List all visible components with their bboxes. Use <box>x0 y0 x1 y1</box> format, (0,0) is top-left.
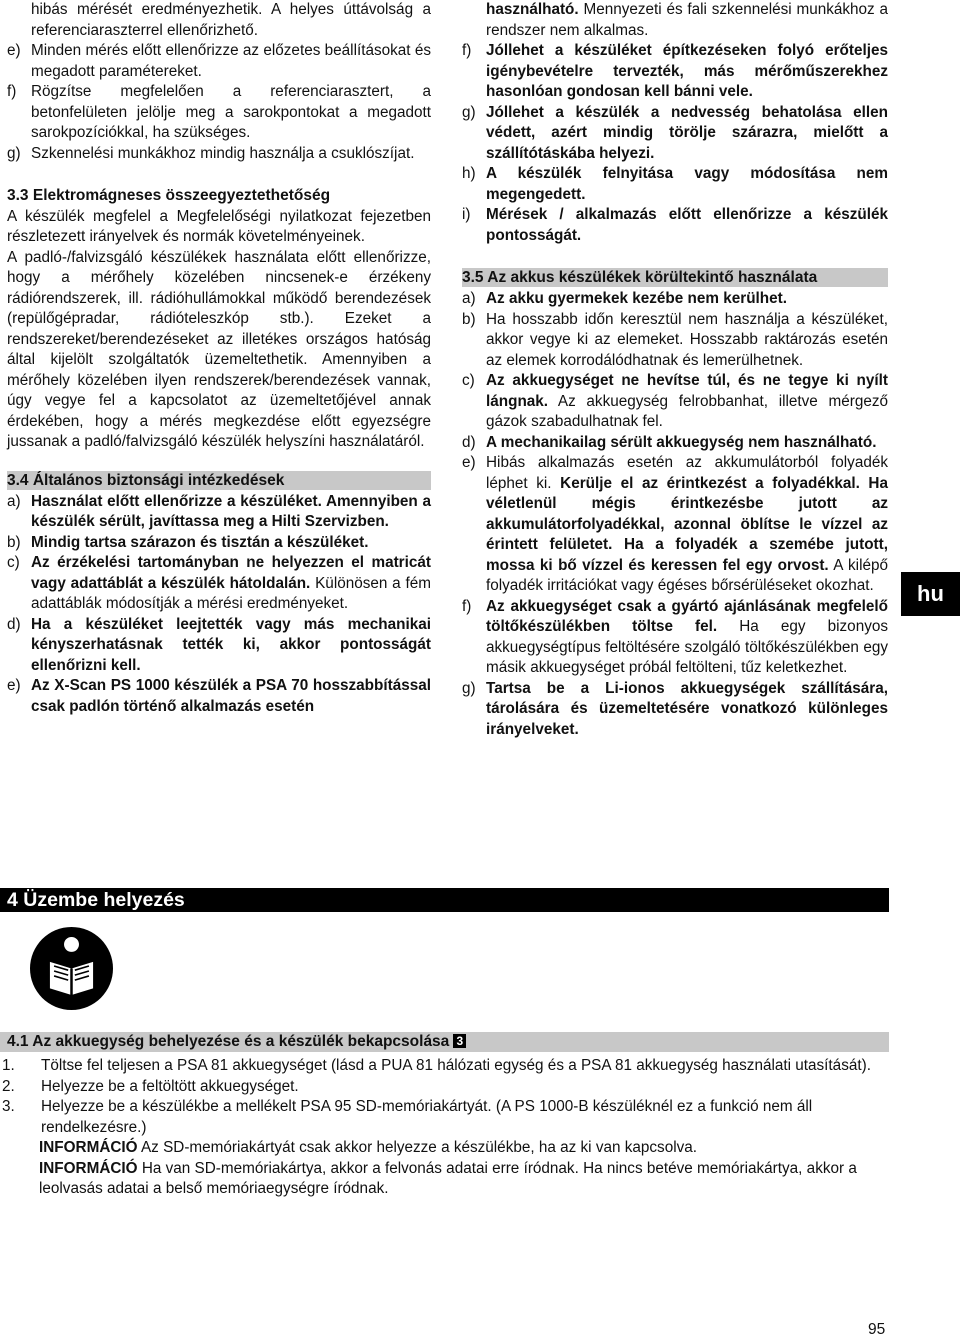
section-heading-3-5: 3.5 Az akkus készülékek körültekintő használata <box>462 268 888 287</box>
list-item-label: c) <box>462 372 475 389</box>
info-note: INFORMÁCIÓ Ha van SD-memóriakártya, akkor a felvonás adatai erre íródnak. Ha nincs betéve memóriakártya, akkor a leolvasás adatai a belső memóriaegységre íródnak. <box>39 1159 857 1197</box>
list-item-text: A mechanikailag sérült akkuegység nem használható. <box>486 433 877 451</box>
paragraph: A készülék megfelel a Megfelelőségi nyilatkozat fejezetben részletezett irányelvek és normák követelményeinek. <box>7 207 431 245</box>
list-item: d) Ha a készüléket leejtették vagy más mechanikai kényszerhatásnak tették ki, akkor pontosságát ellenőrizni kell. <box>7 615 431 674</box>
left-column <box>7 0 431 717</box>
list-item-text: Az akku gyermekek kezébe nem kerülhet. <box>486 290 787 307</box>
list-item-label: f) <box>462 597 472 615</box>
list-item <box>7 0 431 41</box>
list-item: 1. Töltse fel teljesen a PSA 81 akkuegységet (lásd a PUA 81 hálózati egység és a PSA 81 akkuegység használati utasítását). <box>2 1057 871 1074</box>
list-item-text: Az akkuegységet ne hevítse túl, és ne tegye ki nyílt lángnak. Az akkuegység felrobbanhat, illetve mérgező gázok szabadulhatnak fel. <box>486 372 888 430</box>
list-item: c) Az érzékelési tartományban ne helyezzen el matricát vagy adattáblát a készülék hátoldalán. Különösen a fém adattáblák módosítják a mérési eredményeket. <box>7 554 431 612</box>
list-item-label: g) <box>462 679 476 697</box>
list-item-label: d) <box>462 433 476 451</box>
list-item-text: Tartsa be a Li-ionos akkuegységek szállítására, tárolására és üzemeltetésére vonatkozó különleges irányelveket. <box>486 679 888 738</box>
list-item: f) Rögzítse megfelelően a referenciarasztert, a betonfelületen jelölje meg a sarokpontokat a megadott sarokpozíciókkal, ha szükséges. <box>7 83 431 141</box>
list-item: 3. Helyezze be a készülékbe a mellékelt PSA 95 SD-memóriakártyát. (A PS 1000-B készüléknél ez a funkció nem áll rendelkezésre.) <box>2 1098 813 1136</box>
list-item <box>462 453 888 597</box>
read-manual-icon <box>30 927 113 1010</box>
section-heading-3-4: 3.4 Általános biztonsági intézkedések <box>7 471 431 490</box>
info-note: INFORMÁCIÓ Az SD-memóriakártyát csak akkor helyezze a készülékbe, ha az ki van kapcsolva. <box>39 1139 698 1156</box>
list-item <box>462 597 888 679</box>
section-3-5-list <box>462 289 888 740</box>
steps-list <box>0 1056 889 1200</box>
list-item: g) Szkennelési munkákhoz mindig használja a csuklószíjat. <box>7 144 415 162</box>
list-item: i) Mérések / alkalmazás előtt ellenőrizze a készülék pontosságát. <box>462 206 888 244</box>
paragraph: A padló-/falvizsgáló készülékek használata előtt ellenőrizze, hogy a mérőhely közelében nincsenek-e érzékeny rádiórendszerek, ill. rádióhullámokkal működő berendezések (repülőgépradar, rádióteleszkóp stb.). Ezeket a rendszereket/berendezéseket az illetékes országos hatóság által kijelölt szolgáltatók üzemeltethetik. Amennyiben a mérőhely közelében ilyen rendszerek/berendezések vannak, úgy vegye fel a kapcsolatot az üzemeltetőjével annak érdekében, hogy a mérés megkezdése előtt egyezségre jussanak a padló/falvizsgáló készülék helyszíni használatáról. <box>7 248 431 450</box>
list-item <box>462 679 888 741</box>
list-item: h) A készülék felnyitása vagy módosítása nem megengedett. <box>462 165 888 203</box>
section-heading-4-1: 4.1 Az akkuegység behelyezése és a készülék bekapcsolása 3 <box>0 1032 889 1052</box>
list-item: e) Minden mérés előtt ellenőrizze az előzetes beállításokat és megadott paramétereket. <box>7 42 431 80</box>
list-item-text: Hibás alkalmazás esetén az akkumulátorból folyadék léphet ki. Kerülje el az érintkezést a folyadékkal. Ha véletlenül mégis érintkezésbe jutott az akkumulátorfolyadékkal, azonnal öblítse le vízzel az érintett felületet. Ha a folyadék a szemébe jutott, mossa ki bő vízzel és keressen fel egy orvost. A kilépő folyadék irritációkat vagy égéses bőrsérüléseket okozhat. <box>486 454 888 594</box>
right-column <box>462 0 888 740</box>
figure-reference: 3 <box>453 1034 466 1048</box>
list-item: g) Jóllehet a készülék a nedvesség behatolása ellen védett, azért mindig törölje szárazra, mielőtt a szállítótáskába helyezi. <box>462 103 888 162</box>
page-number: 95 <box>868 1321 886 1338</box>
continued-text: hibás mérését eredményezhetik. A helyes úttávolság a referenciaraszterrel ellenőrizhető. <box>31 1 431 39</box>
list-item-label: a) <box>462 290 476 307</box>
list-item: b) Mindig tartsa szárazon és tisztán a készüléket. <box>7 533 369 551</box>
list-item <box>462 310 888 372</box>
list-item-text: Ha hosszabb időn keresztül nem használja a készüléket, akkor vegye ki az elemeket. Hosszabb raktározás esetén az elemek korrodálódhatnak és lemerülhetnek. <box>486 310 888 369</box>
list-item: a) Használat előtt ellenőrizze a készüléket. Amennyiben a készülék sérült, javíttassa meg a Hilti Szervizben. <box>7 492 431 530</box>
list-item: használható. Mennyezeti és fali szkennelési munkákhoz a rendszer nem alkalmas. <box>486 1 888 39</box>
list-item: f) Jóllehet a készüléket építkezéseken folyó erőteljes igénybevételre tervezték, más mérőműszerekhez hasonlóan gondosan kell bánni vele. <box>462 42 888 100</box>
list-item: e) Az X-Scan PS 1000 készülék a PSA 70 hosszabbítással csak padlón történő alkalmazás esetén <box>7 677 431 715</box>
list-item-label: e) <box>462 454 476 471</box>
language-tab: hu <box>901 572 960 616</box>
section-heading-3-3: 3.3 Elektromágneses összeegyeztethetőség <box>7 187 331 204</box>
list-item <box>462 371 888 433</box>
chapter-heading: 4 Üzembe helyezés <box>0 888 889 912</box>
list-item-label: b) <box>462 310 476 328</box>
list-item: 2. Helyezze be a feltöltött akkuegységet. <box>2 1077 299 1095</box>
list-item <box>462 289 888 310</box>
list-item-text: Az akkuegységet csak a gyártó ajánlásának megfelelő töltőkészülékben töltse fel. Ha egy bizonyos akkuegységtípus feltöltésére szolgáló töltőkészülékben egy másik akkuegységet próbál feltölteni, tűz keletkezhet. <box>486 597 889 676</box>
list-item <box>462 433 888 454</box>
